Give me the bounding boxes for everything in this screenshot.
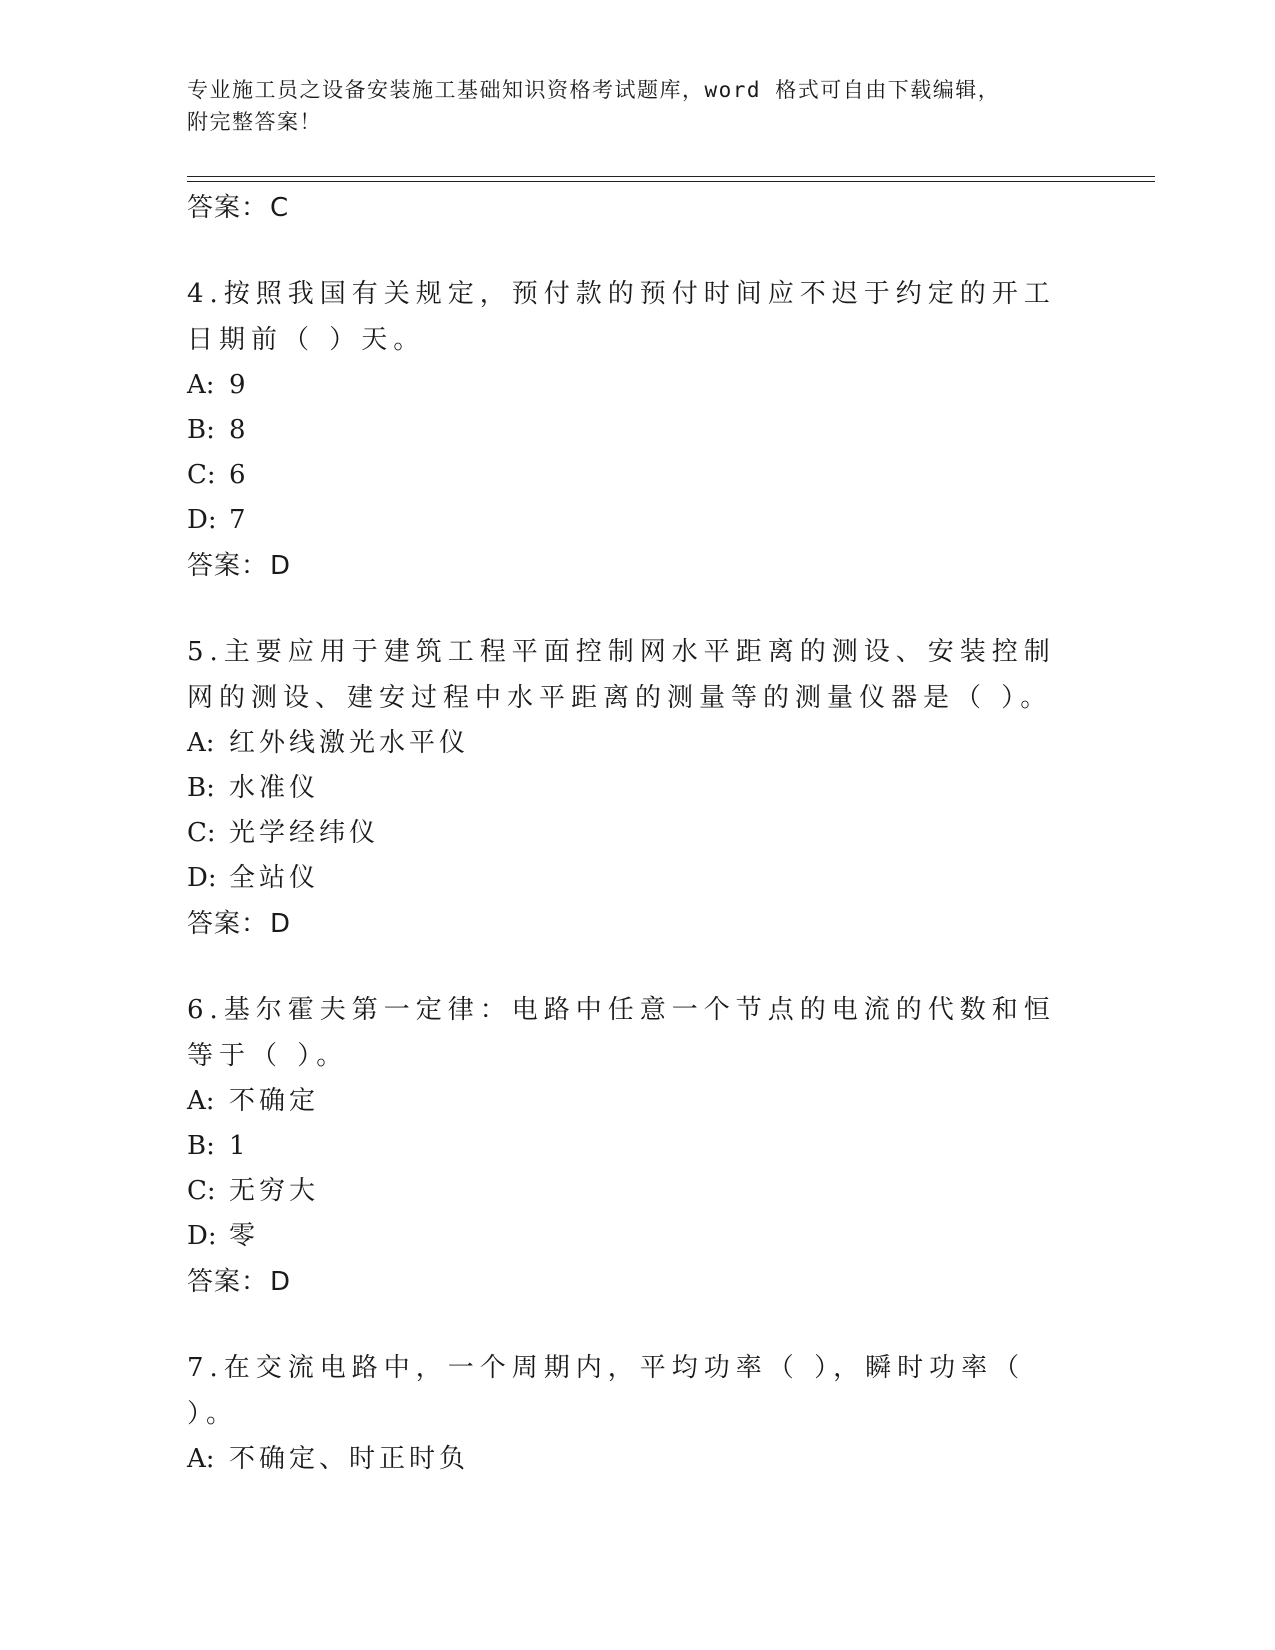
option-text: 9: [229, 370, 250, 400]
question-5: [187, 629, 1087, 947]
option-key: B:: [187, 1131, 215, 1161]
question-text: 7.在交流电路中，一个周期内，平均功率（ ），瞬时功率（ ）。: [187, 1353, 1026, 1429]
option-b: [187, 1124, 1087, 1169]
option-text: 不确定: [229, 1086, 320, 1116]
question-4: [187, 271, 1087, 589]
answer-value: D: [270, 551, 292, 581]
answer-value: D: [270, 909, 292, 939]
option-d: [187, 1214, 1087, 1259]
question-text: 6.基尔霍夫第一定律：电路中任意一个节点的电流的代数和恒等于（ ）。: [187, 995, 1056, 1071]
option-key: C:: [187, 818, 216, 848]
option-key: D:: [187, 505, 217, 535]
option-text: 红外线激光水平仪: [229, 728, 470, 758]
option-c: [187, 811, 1087, 856]
answer-value: D: [270, 1267, 292, 1297]
option-a: [187, 721, 1087, 766]
option-text: 全站仪: [229, 863, 320, 893]
question-text: 4.按照我国有关规定，预付款的预付时间应不迟于约定的开工日期前（ ）天。: [187, 279, 1056, 355]
option-key: A:: [187, 728, 215, 758]
answer-label: 答案：: [187, 551, 269, 581]
option-a: [187, 363, 1087, 408]
answer-label: 答案：: [187, 1267, 269, 1297]
option-text: 8: [229, 415, 250, 445]
option-a: [187, 1437, 1087, 1482]
option-key: C:: [187, 1176, 216, 1206]
header-divider-bottom: [187, 181, 1155, 182]
option-key: A:: [187, 370, 215, 400]
header-line-2: 附完整答案！: [187, 110, 322, 134]
option-text: 7: [229, 505, 250, 535]
answer: [187, 901, 1087, 947]
option-text: 不确定、时正时负: [229, 1444, 470, 1474]
option-c: [187, 453, 1087, 498]
option-key: D:: [187, 863, 217, 893]
header-line-1: 专业施工员之设备安装施工基础知识资格考试题库，word 格式可自由下载编辑，: [187, 78, 1001, 102]
option-a: [187, 1079, 1087, 1124]
option-text: 无穷大: [229, 1176, 320, 1206]
question-7: [187, 1345, 1087, 1482]
answer-value: C: [270, 193, 290, 223]
option-text: 零: [229, 1221, 260, 1251]
option-text: 水准仪: [229, 773, 320, 803]
answer-label: 答案：: [187, 193, 269, 223]
option-d: [187, 856, 1087, 901]
option-key: D:: [187, 1221, 217, 1251]
option-text: 6: [229, 460, 250, 490]
previous-answer: [187, 185, 1087, 231]
option-c: [187, 1169, 1087, 1214]
question-list: [187, 185, 1087, 1482]
option-d: [187, 498, 1087, 543]
header-divider-top: [187, 176, 1155, 177]
option-text: 光学经纬仪: [229, 818, 380, 848]
option-key: A:: [187, 1444, 215, 1474]
option-key: B:: [187, 415, 215, 445]
option-b: [187, 408, 1087, 453]
document-header: [187, 74, 1067, 138]
answer: [187, 543, 1087, 589]
option-text: 1: [229, 1131, 250, 1161]
answer-label: 答案：: [187, 909, 269, 939]
option-key: A:: [187, 1086, 215, 1116]
option-b: [187, 766, 1087, 811]
option-key: C:: [187, 460, 216, 490]
option-key: B:: [187, 773, 215, 803]
answer: [187, 1259, 1087, 1305]
question-text: 5.主要应用于建筑工程平面控制网水平距离的测设、安装控制网的测设、建安过程中水平距离的测量等的测量仪器是（ ）。: [187, 637, 1056, 713]
question-6: [187, 987, 1087, 1305]
